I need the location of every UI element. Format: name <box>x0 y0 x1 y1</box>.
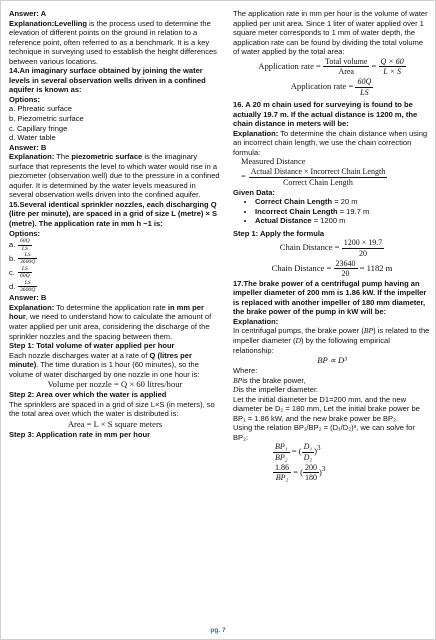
q14-explanation: Explanation: The piezometric surface is the imaginary surface that represents the level to which water would rise in a piezometer (observation well) due to the pressure in a confined aquifer. It is determined by the water levels measured in several observation wells driven into the confined aquifer. <box>9 152 220 200</box>
page-number: pg. 7 <box>210 627 226 635</box>
ratio-equation-1: $\frac{\text{BP₁}}{\text{BP₂}}$ = ( $\frac{\text{D₁}}{\text{D₂}}$ )$^3$ <box>275 442 321 463</box>
application-rate-equation-1: Application rate = $\frac{\text{Total volume}}{\text{Area}}$ = $\frac{Q \times 60}{L \times S}$ <box>258 56 404 77</box>
q15-option-c: c. $\frac{LS}{60Q}$ <box>9 265 30 280</box>
q14-option-b: b. Piezometric surface <box>9 114 84 124</box>
q15-option-a: a. $\frac{60Q}{LS}$ <box>9 238 30 252</box>
ratio-equation-2: $\frac{1.86}{\text{BP₂}}$ = ( $\frac{200}{180}$ )$^3$ <box>275 462 326 483</box>
q14-answer: Answer: B <box>9 142 47 152</box>
q14-option-c: c. Capillary fringe <box>9 123 68 133</box>
q15-option-c-fraction: $\frac{LS}{60Q}$ <box>20 265 30 280</box>
given-item: • Incorrect Chain Length = 19.7 m <box>255 207 431 217</box>
question-16: 16. A 20 m chain used for surveying is found to be actually 19.7 m. If the actual distance is 1200 m, the chain distance in meters will be: <box>233 100 418 129</box>
chain-distance-equation-1: Chain Distance = $\frac{1200 \times 19.7}{20}$ <box>279 238 383 258</box>
q15-option-d: d. $\frac{LS}{3600Q}$ <box>9 279 36 293</box>
step2-equation: Area = L × S square meters <box>67 418 163 429</box>
application-rate-text: The application rate in mm per hour is the volume of water applied per unit area. Since 1 liter of water applied over 1 square meter corresponds to 1 mm of water depth, the application rate can be found by dividing the total volume of water applied by the total area: <box>233 9 428 57</box>
step1-title: Step 1: Total volume of water applied per hour <box>9 341 175 351</box>
question-15: 15.Several identical sprinkler nozzles, each discharging Q (litre per minute), are spaced in a grid of size L (metre) × S (metre). The application rate in mm h −1 is: <box>9 199 218 229</box>
q16-explanation: Explanation: To determine the chain distance when using an incorrect chain length, we use the chain correction formula: <box>233 128 428 157</box>
step2-text: The sprinklers are spaced in a grid of size L×S (in meters), so the total area over which the water is distributed is: <box>9 399 215 419</box>
q15-answer: Answer: B <box>9 293 47 303</box>
let-text-2: Using the relation BP₁/BP₂ = (D₁/D₂)³, we can solve for BP₂: <box>233 423 415 442</box>
proportionality-equation: BP ∝ D³ <box>317 355 347 366</box>
let-text-1: Let the initial diameter be D1=200 mm, and the new diameter be D₂ = 180 mm, Let the initial brake power be BP₁ = 1.86 kW, and the new brake power be BP₂. <box>233 394 420 423</box>
application-rate-equation-2: Application rate = $\frac{60Q}{LS}$ <box>290 76 372 97</box>
q15-options-label: Options: <box>9 228 41 238</box>
given-item: • Actual Distance = 1200 m <box>255 216 431 226</box>
given-data-label: Given Data: <box>233 187 275 197</box>
chain-distance-equation-2: Chain Distance = $\frac{23640}{20}$ = 1182 m <box>271 258 393 279</box>
question-14: 14.An imaginary surface obtained by joining the water levels in several observation wells driven in a confined aquifer is known as: <box>9 66 206 95</box>
prev-answer: Answer: A <box>9 9 47 18</box>
q17-explanation-label: Explanation: <box>233 316 279 326</box>
where-label: Where: <box>233 366 258 376</box>
right-column <box>233 9 431 483</box>
where-d: Dis the impeller diameter. <box>233 385 319 395</box>
q14-options-label: Options: <box>9 94 41 104</box>
q15-option-d-fraction: $\frac{LS}{3600Q}$ <box>20 279 36 293</box>
q16-step1-title: Step 1: Apply the formula <box>233 228 325 238</box>
chain-correction-formula: Measured Distance = $\frac{\text{Actual Distance × Incorrect Chain Length}}{\text{Correct Chain Length}}$ <box>241 157 386 187</box>
q15-explanation: Explanation: To determine the application rate in mm per hour, we need to understand how to calculate the amount of water applied per unit area, considering the discharge of the sprinkler nozzles and the spacing between them. <box>9 302 212 341</box>
q15-option-b: b. $\frac{LS}{3600Q}$ <box>9 251 36 266</box>
step1-text: Each nozzle discharges water at a rate of Q (litres per minute). The time duration is 1 hour (60 minutes), so the volume of water discharged by one nozzle in one hour is: <box>9 350 200 379</box>
q17-text-1: In centrifugal pumps, the brake power (BP) is related to the impeller diameter (D) by the following empirical relationship: <box>233 326 430 355</box>
q14-option-d: d. Water table <box>9 133 56 143</box>
question-17: 17.The brake power of a centrifugal pump having an impeller diameter of 200 mm is 1.86 kW. If the impeller is replaced with another impeller of 180 mm diameter, the brake power of the pump in kW will be: <box>233 278 427 317</box>
given-data-list <box>233 197 431 226</box>
step1-equation: Volume per nozzle = Q × 60 litres/hour <box>47 379 183 390</box>
q15-option-a-fraction: $\frac{60Q}{LS}$ <box>20 238 30 252</box>
prev-explanation: Explanation:Levelling is the process used to determine the elevation of different points on the ground in relation to a reference point, often referred to as a benchmark. It is a key technique in surveying used to establish the height differences between various locations. <box>9 18 217 66</box>
q15-option-b-fraction: $\frac{LS}{3600Q}$ <box>20 251 36 266</box>
given-item: • Correct Chain Length = 20 m <box>255 197 431 207</box>
q14-option-a: a. Phreatic surface <box>9 104 72 114</box>
step2-title: Step 2: Area over which the water is applied <box>9 390 167 400</box>
where-bp: BPis the brake power, <box>233 375 306 385</box>
step3-title: Step 3: Application rate in mm per hour <box>9 429 151 439</box>
left-column <box>9 9 221 439</box>
